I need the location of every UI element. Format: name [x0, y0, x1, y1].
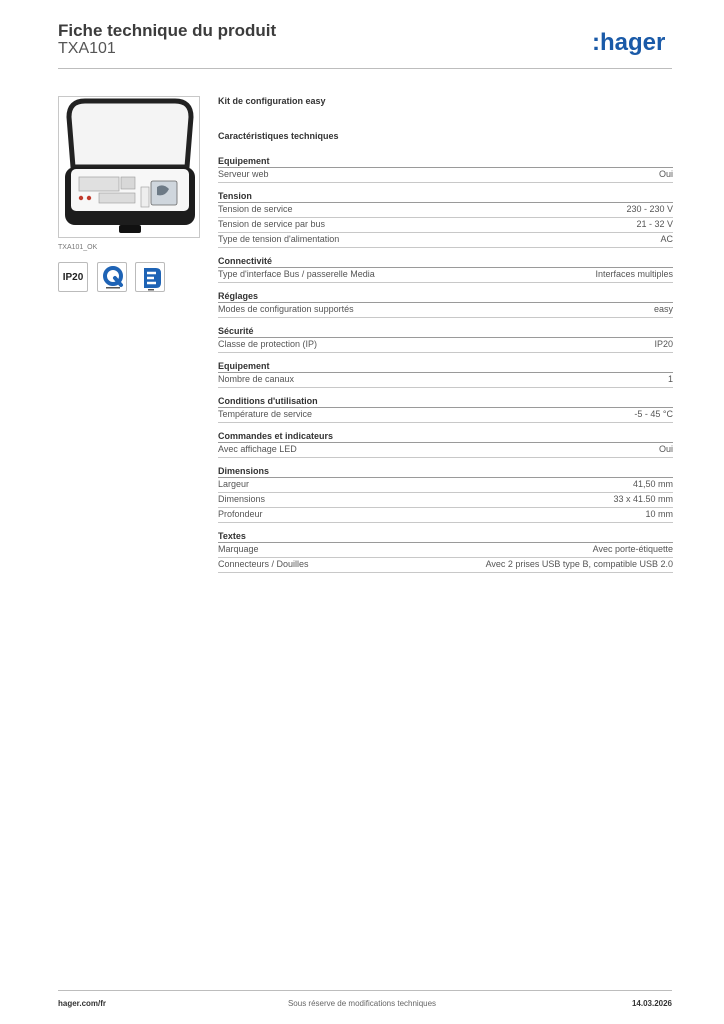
spec-value: -5 - 45 °C: [634, 409, 673, 419]
spec-row: [218, 338, 673, 353]
spec-row: [218, 268, 673, 283]
spec-value: Avec 2 prises USB type B, compatible USB 2.0: [485, 559, 673, 569]
photo-caption: TXA101_OK: [58, 244, 98, 251]
ip20-badge: [58, 262, 88, 292]
page-title: Fiche technique du produit: [58, 21, 277, 40]
spec-section-reglages: [218, 291, 673, 318]
page-subtitle: TXA101: [58, 40, 116, 57]
spec-value: Oui: [658, 444, 673, 454]
section-title: Connectivité: [218, 256, 673, 268]
spec-value: Oui: [658, 169, 673, 179]
spec-row: [218, 543, 673, 558]
spec-label: Largeur: [218, 479, 250, 489]
footer-note: Sous réserve de modifications techniques: [287, 999, 437, 1008]
spec-section-equipement-2: [218, 361, 673, 388]
spec-label: Nombre de canaux: [218, 374, 295, 384]
section-title: Tension: [218, 191, 673, 203]
spec-row: [218, 493, 673, 508]
section-title: Réglages: [218, 291, 673, 303]
spec-heading: Caractéristiques techniques: [218, 131, 339, 141]
spec-label: Dimensions: [218, 494, 266, 504]
spec-row: [218, 373, 673, 388]
product-photo: [58, 96, 200, 238]
spec-label: Profondeur: [218, 509, 263, 519]
spec-value: Avec porte-étiquette: [592, 544, 673, 554]
spec-label: Connecteurs / Douilles: [218, 559, 309, 569]
spec-value: 21 - 32 V: [636, 219, 673, 229]
easy-e-icon: [135, 262, 165, 292]
spec-row: [218, 303, 673, 318]
section-title: Commandes et indicateurs: [218, 431, 673, 443]
spec-label: Type de tension d'alimentation: [218, 234, 340, 244]
section-title: Conditions d'utilisation: [218, 396, 673, 408]
spec-row: [218, 203, 673, 218]
spec-value: easy: [653, 304, 673, 314]
spec-value: 41,50 mm: [632, 479, 673, 489]
spec-label: Classe de protection (IP): [218, 339, 318, 349]
section-title: Equipement: [218, 156, 673, 168]
spec-section-equipement: [218, 156, 673, 183]
spec-row: [218, 508, 673, 523]
spec-label: Type d'interface Bus / passerelle Media: [218, 269, 375, 279]
footer-site-link[interactable]: hager.com/fr: [58, 999, 107, 1008]
spec-value: 230 - 230 V: [626, 204, 673, 214]
spec-section-dimensions: [218, 466, 673, 523]
spec-row: [218, 218, 673, 233]
spec-value: 33 x 41.50 mm: [613, 494, 673, 504]
spec-value: AC: [660, 234, 673, 244]
ip20-label: IP20: [62, 271, 84, 283]
spec-row: [218, 408, 673, 423]
spec-value: 10 mm: [645, 509, 673, 519]
header-divider: [58, 68, 672, 69]
spec-label: Température de service: [218, 409, 313, 419]
spec-label: Tension de service par bus: [218, 219, 326, 229]
spec-label: Marquage: [218, 544, 259, 554]
spec-row: [218, 558, 673, 573]
logo-text: :hager: [592, 29, 666, 56]
spec-section-textes: [218, 531, 673, 573]
quality-q-icon: [97, 262, 127, 292]
spec-value: 1: [667, 374, 673, 384]
spec-section-conditions: [218, 396, 673, 423]
section-title: Equipement: [218, 361, 673, 373]
spec-row: [218, 443, 673, 458]
spec-section-tension: [218, 191, 673, 248]
hager-logo: [592, 28, 674, 58]
footer-date: 14.03.2026: [631, 999, 672, 1008]
spec-label: Serveur web: [218, 169, 269, 179]
spec-label: Modes de configuration supportés: [218, 304, 354, 314]
footer-divider: [58, 990, 672, 991]
spec-value: Interfaces multiples: [595, 269, 673, 279]
spec-section-commandes: [218, 431, 673, 458]
spec-row: [218, 478, 673, 493]
spec-section-securite: [218, 326, 673, 353]
spec-section-connectivite: [218, 256, 673, 283]
spec-row: [218, 233, 673, 248]
spec-label: Avec affichage LED: [218, 444, 297, 454]
spec-table: [218, 156, 673, 581]
product-name: Kit de configuration easy: [218, 96, 326, 106]
spec-row: [218, 168, 673, 183]
section-title: Textes: [218, 531, 673, 543]
spec-value: IP20: [654, 339, 673, 349]
section-title: Sécurité: [218, 326, 673, 338]
spec-label: Tension de service: [218, 204, 293, 214]
section-title: Dimensions: [218, 466, 673, 478]
